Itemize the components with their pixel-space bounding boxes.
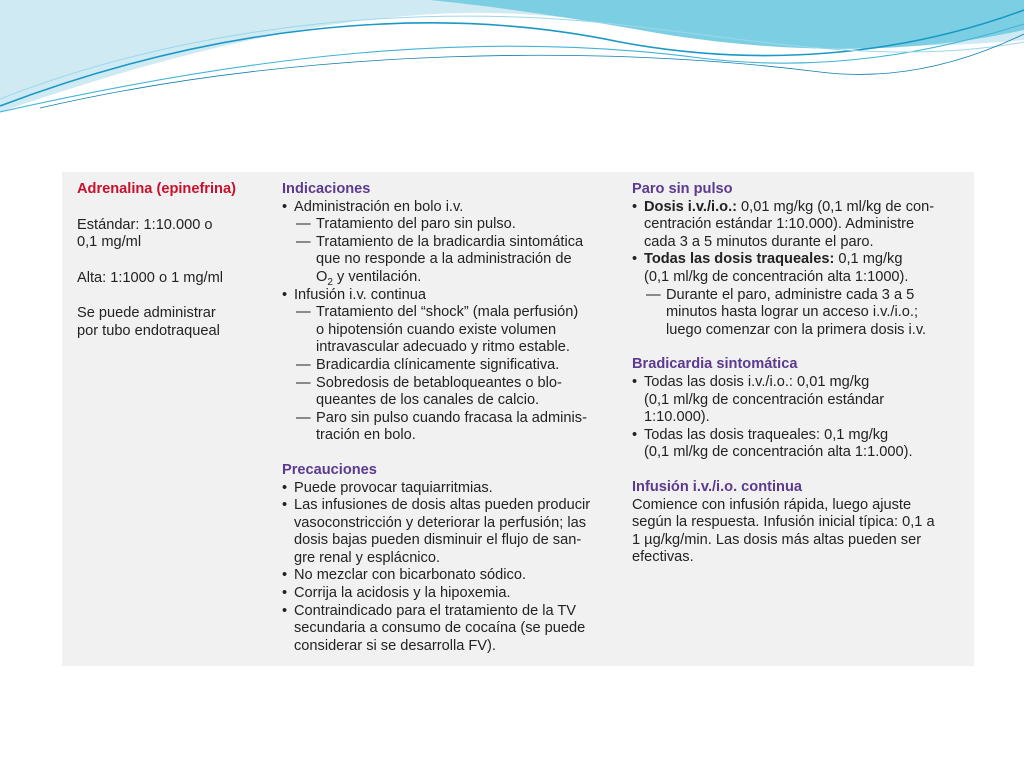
tracheal-dose-label: Todas las dosis traqueales: — [644, 251, 835, 268]
route-line-2: por tubo endotraqueal — [77, 322, 220, 339]
list-item — [632, 199, 968, 252]
precautions-list — [282, 480, 618, 656]
text-line: Tratamiento del “shock” (mala perfusión) — [316, 304, 579, 321]
text-line: Las infusiones de dosis altas pueden producir — [294, 497, 591, 514]
list-item — [282, 497, 618, 567]
indications-list — [282, 199, 618, 445]
high-concentration: Alta: 1:1000 o 1 mg/ml — [77, 269, 224, 286]
text-line: cada 3 a 5 minutos durante el paro. — [644, 233, 874, 250]
text-line: (0,1 ml/kg de concentración alta 1:1.000). — [644, 444, 913, 461]
dosing-column — [632, 181, 968, 567]
text-line: 1:10.000). — [644, 409, 710, 426]
list-item — [282, 234, 618, 287]
text-line: o hipotensión cuando existe volumen — [316, 321, 557, 338]
text-line: 1 µg/kg/min. Las dosis más altas pueden ser — [632, 531, 922, 548]
text-line: Durante el paro, administre cada 3 a 5 — [666, 286, 915, 303]
pulseless-arrest-list — [632, 199, 968, 340]
standard-line-1: Estándar: 1:10.000 o — [77, 216, 213, 233]
bradycardia-list — [632, 374, 968, 462]
list-item — [632, 251, 968, 286]
text-line: que no responde a la administración de — [316, 251, 572, 268]
text-line: Tratamiento de la bradicardia sintomática — [316, 233, 584, 250]
text-line: luego comenzar con la primera dosis i.v. — [666, 321, 927, 338]
text-line: queantes de los canales de calcio. — [316, 392, 540, 409]
list-item: • Puede provocar taquiarritmias. — [282, 480, 618, 498]
oxygen-symbol: O — [316, 268, 328, 285]
list-item: • Infusión i.v. continua — [282, 287, 618, 305]
list-item — [282, 304, 618, 357]
text-line: considerar si se desarrolla FV). — [294, 637, 496, 654]
text-line: tración en bolo. — [316, 427, 416, 444]
decorative-wave-banner — [0, 0, 1024, 120]
iv-dose-label: Dosis i.v./i.o.: — [644, 198, 737, 215]
text-line: Sobredosis de betabloqueantes o blo- — [316, 374, 562, 391]
indications-heading: Indicaciones — [282, 181, 371, 197]
text-line: intravascular adecuado y ritmo estable. — [316, 339, 570, 356]
text-line: minutos hasta lograr un acceso i.v./i.o.; — [666, 304, 918, 321]
list-item — [282, 375, 618, 410]
text-line: Comience con infusión rápida, luego ajuste — [632, 496, 912, 513]
text-line: centración estándar 1:10.000). Administre — [644, 216, 915, 233]
epinephrine-info-card — [62, 172, 974, 666]
pulseless-arrest-heading: Paro sin pulso — [632, 181, 733, 197]
text-line: Todas las dosis i.v./i.o.: 0,01 mg/kg — [644, 373, 870, 390]
text-line: 0,1 mg/kg — [834, 251, 903, 268]
list-item: — Tratamiento del paro sin pulso. — [282, 216, 618, 234]
text-line: (0,1 ml/kg de concentración estándar — [644, 391, 885, 408]
list-item — [632, 427, 968, 462]
oxygen-subscript: 2 — [327, 276, 333, 288]
continuous-infusion-heading: Infusión i.v./i.o. continua — [632, 478, 802, 495]
list-item: — Bradicardia clínicamente significativa. — [282, 357, 618, 375]
text-line: (0,1 ml/kg de concentración alta 1:1000). — [644, 268, 909, 285]
text-line: y ventilación. — [332, 268, 422, 285]
bradycardia-heading: Bradicardia sintomática — [632, 356, 798, 373]
text-line: 0,01 mg/kg (0,1 ml/kg de con- — [737, 198, 935, 215]
list-item: • Corrija la acidosis y la hipoxemia. — [282, 585, 618, 603]
list-item: • Administración en bolo i.v. — [282, 199, 618, 217]
text-line: Paro sin pulso cuando fracasa la adminis- — [316, 409, 587, 426]
precautions-heading: Precauciones — [282, 461, 377, 478]
text-line: dosis bajas pueden disminuir el flujo de san- — [294, 532, 582, 549]
list-item — [282, 603, 618, 656]
text-line: secundaria a consumo de cocaína (se puede — [294, 620, 586, 637]
text-line: Todas las dosis traqueales: 0,1 mg/kg — [644, 426, 889, 443]
text-line: gre renal y esplácnico. — [294, 549, 441, 566]
list-item — [282, 410, 618, 445]
drug-title: Adrenalina (epinefrina) — [77, 181, 236, 197]
continuous-infusion-text — [632, 497, 968, 567]
list-item — [632, 374, 968, 427]
standard-line-2: 0,1 mg/ml — [77, 234, 142, 251]
text-line: Contraindicado para el tratamiento de la TV — [294, 602, 577, 619]
list-item — [632, 287, 968, 340]
text-line: efectivas. — [632, 549, 694, 566]
indications-precautions-column — [282, 181, 618, 655]
standard-concentration — [77, 217, 273, 252]
route-note — [77, 305, 273, 340]
wave-mid-fill — [430, 0, 1024, 49]
text-line: según la respuesta. Infusión inicial típica: 0,1 a — [632, 514, 935, 531]
drug-summary-column — [77, 181, 273, 359]
list-item: • No mezclar con bicarbonato sódico. — [282, 567, 618, 585]
text-line: vasoconstricción y deteriorar la perfusión; las — [294, 514, 587, 531]
route-line-1: Se puede administrar — [77, 305, 216, 322]
